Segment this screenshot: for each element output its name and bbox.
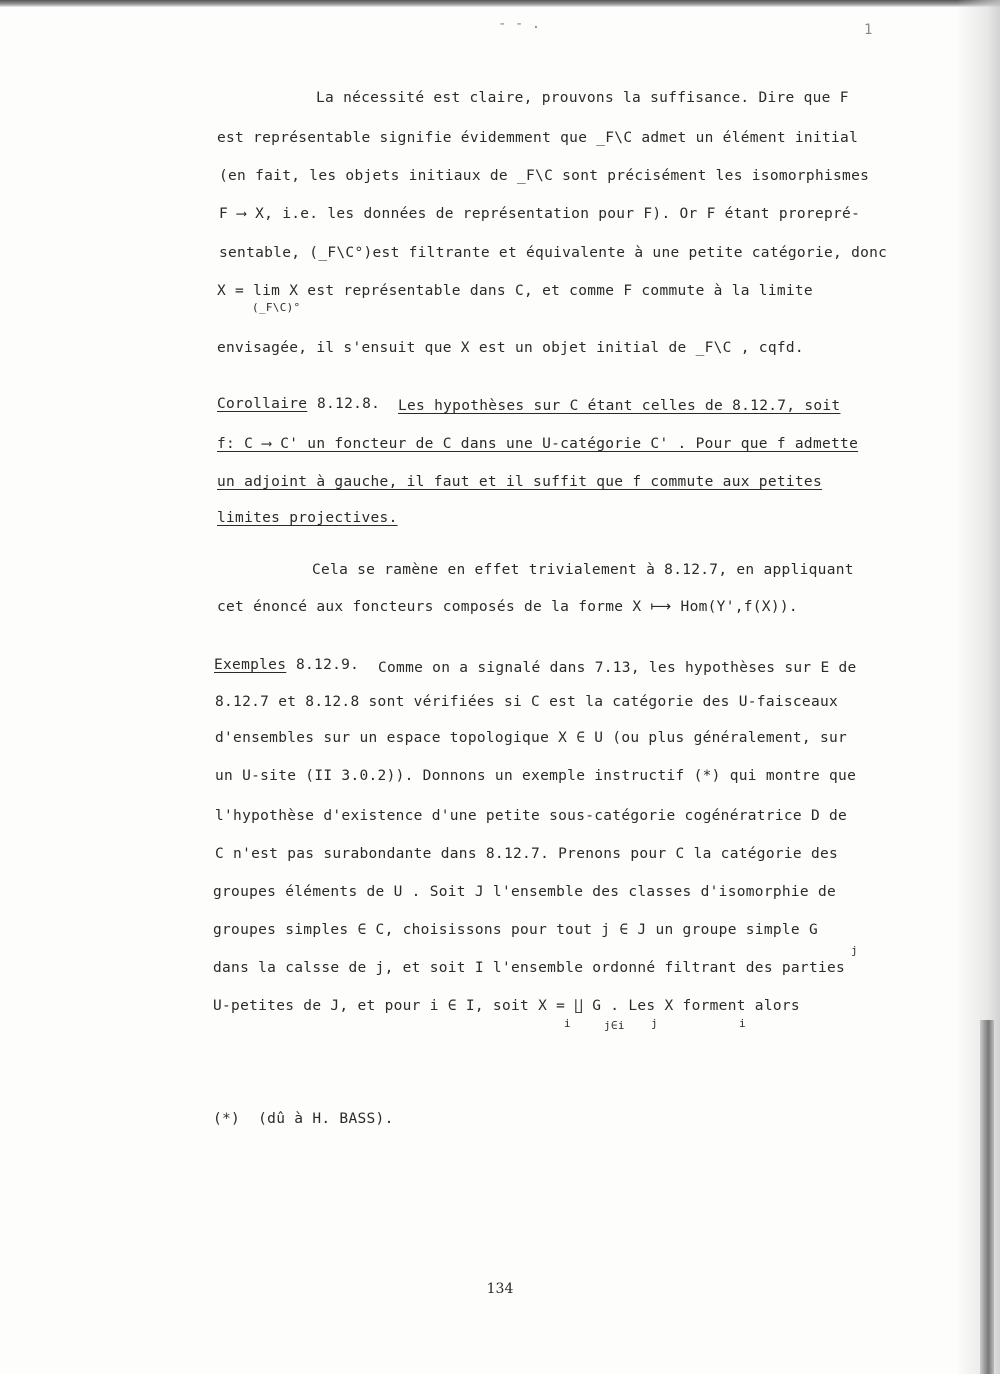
- text-line: X = lim X est représentable dans C, et comme F commute à la limite: [217, 283, 813, 299]
- corollary-number: 8.12.8.: [317, 396, 381, 412]
- text-line: (en fait, les objets initiaux de _F\C sont précisément les isomorphismes: [219, 168, 870, 184]
- text-line: groupes éléments de U . Soit J l'ensemble des classes d'isomorphie de: [213, 884, 837, 900]
- limit-subscript: (_F\C)°: [252, 301, 301, 314]
- examples-number: 8.12.9.: [296, 657, 360, 673]
- subscript-j: j: [851, 944, 858, 957]
- scan-top-edge: [0, 0, 1000, 7]
- text-line: cet énoncé aux foncteurs composés de la forme X ⟼ Hom(Y',f(X)).: [217, 599, 798, 615]
- text-line: d'ensembles sur un espace topologique X ∈ U (ou plus généralement, sur: [215, 730, 848, 746]
- text-line: un adjoint à gauche, il faut et il suffit que f commute aux petites: [217, 474, 822, 490]
- scan-binding-shadow: [980, 1020, 994, 1374]
- text-line: U-petites de J, et pour i ∈ I, soit X = ∐ G . Les X forment alors: [213, 998, 800, 1014]
- text-line: dans la calsse de j, et soit I l'ensemble ordonné filtrant des parties: [213, 960, 846, 976]
- text-line: sentable, (_F\C°)est filtrante et équivalente à une petite catégorie, donc: [219, 245, 888, 261]
- text-line: groupes simples ∈ C, choisissons pour tout j ∈ J un groupe simple G: [213, 922, 818, 938]
- text-line: Les hypothèses sur C étant celles de 8.12.7, soit: [398, 398, 841, 414]
- footnote: (*) (dû à H. BASS).: [213, 1111, 394, 1127]
- header-corner-mark: 1: [864, 22, 873, 38]
- text-line: un U-site (II 3.0.2)). Donnons un exemple instructif (*) qui montre que: [215, 768, 857, 784]
- subscript-j-in-i: j∈i: [604, 1019, 625, 1032]
- text-line: f: C ⟶ C' un foncteur de C dans une U-catégorie C' . Pour que f admette: [217, 436, 859, 452]
- examples-label: Exemples: [214, 657, 287, 673]
- text-line: Comme on a signalé dans 7.13, les hypothèses sur E de: [378, 660, 857, 676]
- subscript-j-2: j: [651, 1017, 658, 1030]
- text-line: limites projectives.: [217, 510, 398, 526]
- text-line: F ⟶ X, i.e. les données de représentation pour F). Or F étant prorepré-: [219, 206, 861, 222]
- text-line: l'hypothèse d'existence d'une petite sous-catégorie cogénératrice D de: [215, 808, 848, 824]
- text-line: Cela se ramène en effet trivialement à 8.12.7, en appliquant: [312, 562, 854, 578]
- header-center-mark: - - .: [498, 16, 541, 32]
- subscript-i-2: i: [739, 1017, 746, 1030]
- text-line: est représentable signifie évidemment que _F\C admet un élément initial: [217, 130, 859, 146]
- text-line: envisagée, il s'ensuit que X est un objet initial de _F\C , cqfd.: [217, 340, 804, 356]
- subscript-i: i: [564, 1017, 571, 1030]
- text-line: 8.12.7 et 8.12.8 sont vérifiées si C est la catégorie des U-faisceaux: [215, 694, 839, 710]
- text-line: La nécessité est claire, prouvons la suffisance. Dire que F: [316, 90, 849, 106]
- corollary-label: Corollaire: [217, 396, 308, 412]
- text-line: C n'est pas surabondante dans 8.12.7. Prenons pour C la catégorie des: [215, 846, 839, 862]
- page-number: 134: [486, 1281, 514, 1297]
